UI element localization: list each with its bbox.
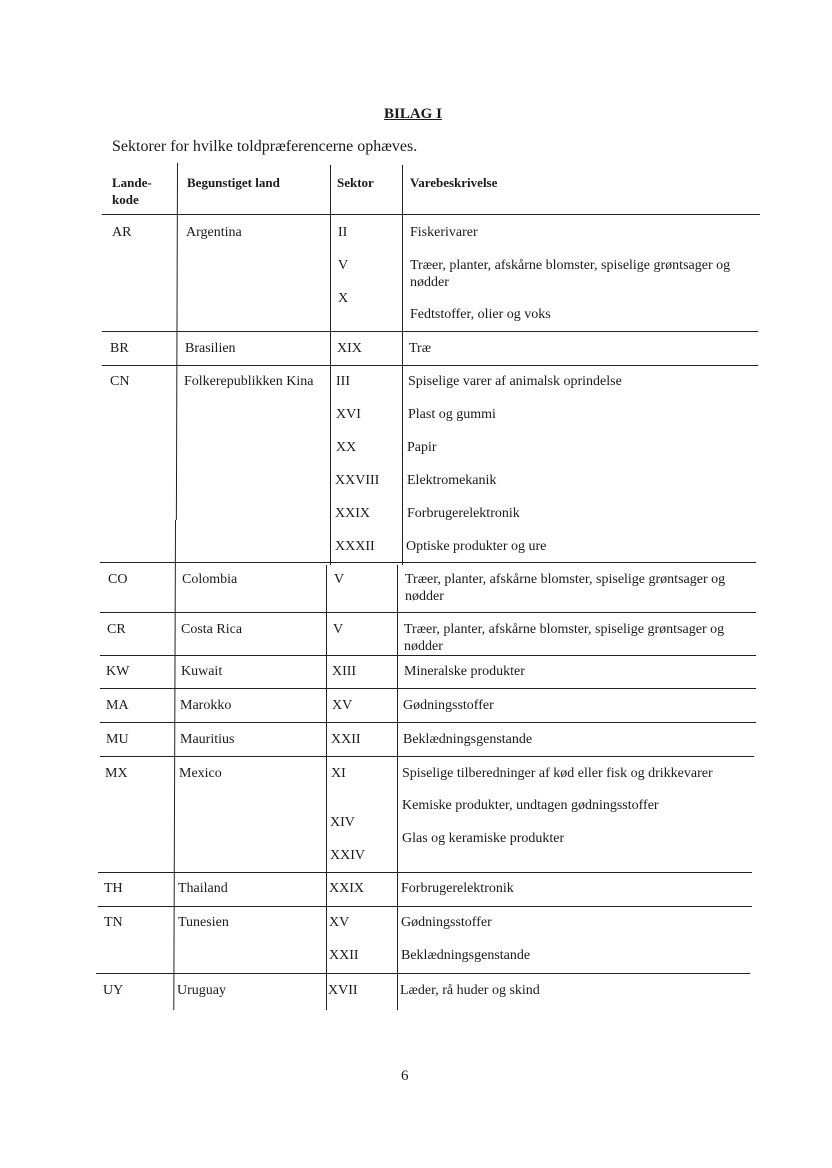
row-cr-code: CR [107,622,126,637]
row-cn-sector-4: XXVIII [335,473,380,488]
row-cn-sector-6: XXXII [335,539,375,554]
row-kw-country: Kuwait [181,664,223,679]
row-ma-country: Marokko [180,698,232,713]
row-cr-country: Costa Rica [181,622,243,637]
col-divider-3 [402,165,403,565]
col-divider-2b [326,565,327,1010]
table-rule-ma [100,722,756,723]
row-ma-sector-1: XV [332,698,353,713]
header-code-line1: Lande- [112,175,152,190]
header-country: Begunstiget land [187,175,280,190]
row-ar-desc-2: Træer, planter, afskårne blomster, spiselige grøntsager og [410,258,731,273]
row-ar-country: Argentina [186,225,242,240]
table-rule-th [98,906,752,907]
row-br-desc-1: Træ [409,341,432,356]
row-mu-desc-1: Beklædningsgenstande [403,732,533,747]
row-cn-desc-2: Plast og gummi [408,407,496,422]
row-cn-desc-5: Forbrugerelektronik [407,506,520,521]
table-rule-mx [98,872,752,873]
row-ar-desc-2b: nødder [410,275,449,290]
row-th-desc-1: Forbrugerelektronik [401,881,514,896]
row-co-country: Colombia [182,572,238,587]
row-ar-desc-1: Fiskerivarer [410,225,478,240]
row-co-desc-1: Træer, planter, afskårne blomster, spiselige grøntsager og [405,572,726,587]
row-ar-sector-1: II [338,225,348,240]
row-co-sector-1: V [334,572,345,587]
table-rule-tn [96,973,750,974]
col-divider-1b [173,520,176,1010]
row-tn-code: TN [104,915,123,930]
row-mu-code: MU [106,732,129,747]
table-rule-br [102,365,758,366]
row-tn-sector-2: XXII [329,948,359,963]
row-ar-desc-3: Fedtstoffer, olier og voks [410,307,551,322]
page-number: 6 [401,1068,409,1084]
row-cr-desc-1b: nødder [404,639,443,654]
table-rule-ar [102,331,758,332]
table-rule-mu [100,756,754,757]
header-description: Varebeskrivelse [410,175,498,190]
row-mu-sector-1: XXII [331,732,361,747]
col-divider-1 [176,163,178,520]
row-uy-code: UY [103,983,124,998]
row-co-desc-1b: nødder [405,589,444,604]
row-tn-sector-1: XV [329,915,350,930]
row-kw-code: KW [106,664,130,679]
row-th-code: TH [104,881,123,896]
row-uy-country: Uruguay [177,983,226,998]
col-divider-3b [397,565,398,1010]
row-tn-country: Tunesien [178,915,229,930]
page-subtitle: Sektorer for hvilke toldpræferencerne ophæves. [112,138,418,155]
row-cn-desc-4: Elektromekanik [407,473,497,488]
row-uy-sector-1: XVII [328,983,358,998]
table-rule-cn [100,562,756,563]
row-kw-desc-1: Mineralske produkter [404,664,525,679]
row-th-country: Thailand [178,881,228,896]
row-mx-sector-2: XIV [330,815,355,830]
row-cn-desc-6: Optiske produkter og ure [406,539,547,554]
table-rule-cr [100,655,756,656]
row-mx-code: MX [105,766,128,781]
row-mx-desc-3: Glas og keramiske produkter [402,831,565,846]
table-rule-kw [100,688,756,689]
row-mx-desc-1: Spiselige tilberedninger af kød eller fisk og drikkevarer [402,766,713,781]
row-mx-country: Mexico [179,766,222,781]
row-th-sector-1: XXIX [329,881,364,896]
row-cn-desc-3: Papir [407,440,437,455]
row-br-sector-1: XIX [337,341,362,356]
row-mx-sector-1: XI [331,766,346,781]
row-br-code: BR [110,341,129,356]
row-co-code: CO [108,572,128,587]
row-ar-sector-2: V [338,258,349,273]
row-mu-country: Mauritius [180,732,235,747]
row-cn-sector-5: XXIX [335,506,370,521]
col-divider-2 [330,165,331,565]
row-ma-code: MA [106,698,129,713]
header-sector: Sektor [337,175,374,190]
row-cn-desc-1: Spiselige varer af animalsk oprindelse [408,374,622,389]
row-cn-sector-3: XX [336,440,357,455]
row-ar-sector-3: X [338,291,349,306]
row-mx-sector-3: XXIV [330,848,365,863]
row-tn-desc-2: Beklædningsgenstande [401,948,531,963]
row-tn-desc-1: Gødningsstoffer [401,915,492,930]
row-cr-desc-1: Træer, planter, afskårne blomster, spiselige grøntsager og [404,622,725,637]
row-ar-code: AR [112,225,132,240]
page-title: BILAG I [384,106,442,122]
row-kw-sector-1: XIII [332,664,357,679]
row-cn-sector-1: III [336,374,350,389]
row-cn-sector-2: XVI [336,407,361,422]
row-ma-desc-1: Gødningsstoffer [403,698,494,713]
row-cn-code: CN [110,374,130,389]
header-code-line2: kode [112,192,139,207]
row-cr-sector-1: V [333,622,344,637]
row-br-country: Brasilien [185,341,236,356]
table-rule-header [102,214,760,215]
table-rule-co [100,612,756,613]
row-cn-country: Folkerepublikken Kina [184,374,314,389]
row-uy-desc-1: Læder, rå huder og skind [400,983,540,998]
row-mx-desc-2: Kemiske produkter, undtagen gødningsstoffer [402,798,659,813]
